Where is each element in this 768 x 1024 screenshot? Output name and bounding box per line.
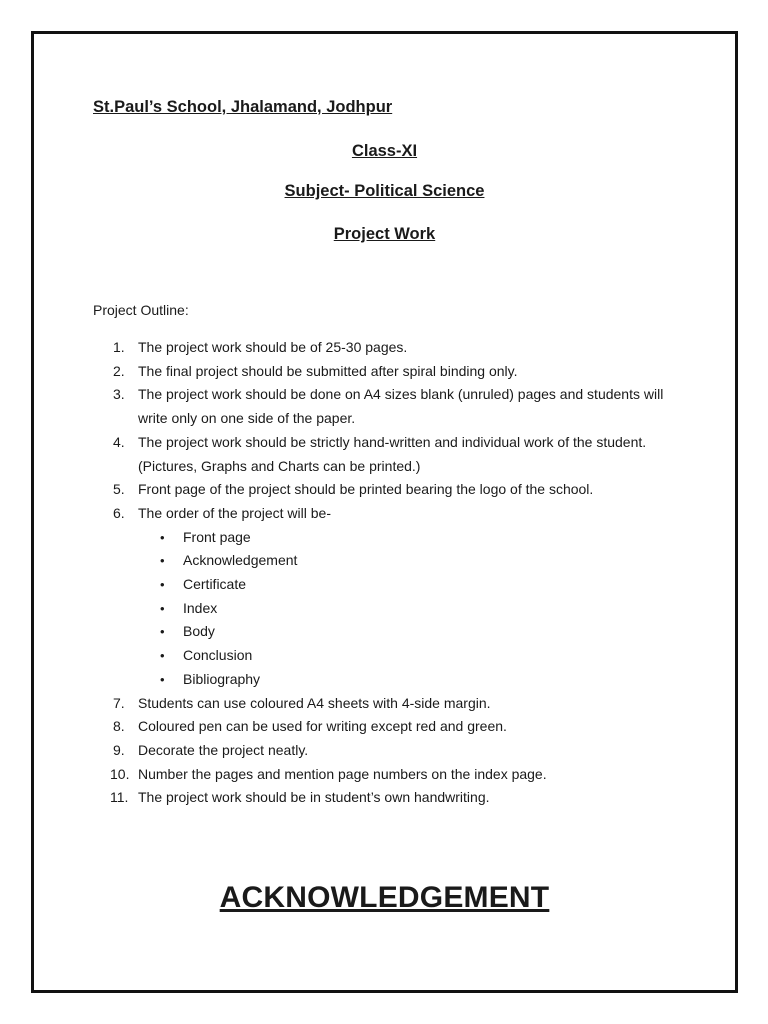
- list-number: 6.: [113, 504, 125, 521]
- list-item: [93, 383, 693, 430]
- rules-list: [93, 336, 693, 810]
- outline-title: Project Outline:: [93, 302, 189, 318]
- list-text: The project work should be strictly hand-written and individual work of the student. (Pictures, Graphs and Charts can be printed.): [138, 433, 647, 474]
- order-item-text: Certificate: [183, 576, 247, 593]
- list-text: The order of the project will be-: [138, 504, 331, 521]
- order-item: [138, 526, 693, 550]
- order-item: [138, 620, 693, 644]
- list-text: Front page of the project should be printed bearing the logo of the school.: [138, 481, 594, 498]
- order-item: [138, 549, 693, 573]
- class-heading: Class-XI: [351, 142, 418, 160]
- list-number: 10.: [110, 765, 130, 782]
- page-border: [31, 31, 738, 993]
- order-item: [138, 668, 693, 692]
- list-number: 1.: [113, 339, 125, 355]
- order-item-text: Conclusion: [183, 647, 253, 664]
- list-item: [93, 502, 693, 692]
- order-item-text: Acknowledgement: [183, 552, 298, 569]
- order-item-text: Body: [183, 623, 215, 640]
- list-item: [93, 692, 693, 716]
- order-item: [138, 573, 693, 597]
- list-item: [93, 786, 693, 810]
- bullet-icon: •: [160, 624, 165, 640]
- list-number: 4.: [113, 433, 125, 450]
- bullet-icon: •: [160, 600, 165, 616]
- bullet-icon: •: [160, 553, 165, 569]
- bullet-icon: •: [160, 648, 165, 664]
- list-number: 11.: [110, 789, 129, 806]
- list-item: [93, 739, 693, 763]
- order-item-text: Front page: [183, 528, 251, 545]
- list-number: 5.: [113, 481, 125, 498]
- list-item: [93, 336, 693, 360]
- list-item: [93, 763, 693, 787]
- list-text: The project work should be of 25-30 pages.: [138, 339, 408, 355]
- list-item: [93, 360, 693, 384]
- list-number: 8.: [113, 718, 125, 735]
- project-order-list: [138, 526, 693, 692]
- list-item: [93, 478, 693, 502]
- list-number: 9.: [113, 741, 125, 758]
- list-text: Coloured pen can be used for writing except red and green.: [138, 718, 507, 735]
- list-item: [93, 431, 693, 478]
- school-name: St.Paul’s School, Jhalamand, Jodhpur: [93, 98, 393, 116]
- list-text: The project work should be in student’s own handwriting.: [138, 789, 490, 806]
- order-item: [138, 597, 693, 621]
- list-number: 3.: [113, 386, 125, 403]
- subject-heading: Subject- Political Science: [284, 182, 485, 200]
- list-number: 2.: [113, 362, 125, 379]
- list-text: Students can use coloured A4 sheets with 4-side margin.: [138, 694, 491, 711]
- list-item: [93, 715, 693, 739]
- order-item-text: Bibliography: [183, 670, 261, 687]
- bullet-icon: •: [160, 529, 165, 545]
- project-title: Project Work: [333, 225, 436, 243]
- list-text: The final project should be submitted after spiral binding only.: [138, 362, 518, 379]
- list-number: 7.: [113, 694, 125, 711]
- list-text: Number the pages and mention page numbers on the index page.: [138, 765, 547, 782]
- bullet-icon: •: [160, 577, 165, 593]
- order-item-text: Index: [183, 599, 218, 616]
- list-text: The project work should be done on A4 sizes blank (unruled) pages and students will write only on one side of the paper.: [138, 386, 664, 427]
- bullet-icon: •: [160, 671, 165, 687]
- acknowledgement-heading: ACKNOWLEDGEMENT: [219, 881, 550, 914]
- list-text: Decorate the project neatly.: [138, 741, 309, 758]
- order-item: [138, 644, 693, 668]
